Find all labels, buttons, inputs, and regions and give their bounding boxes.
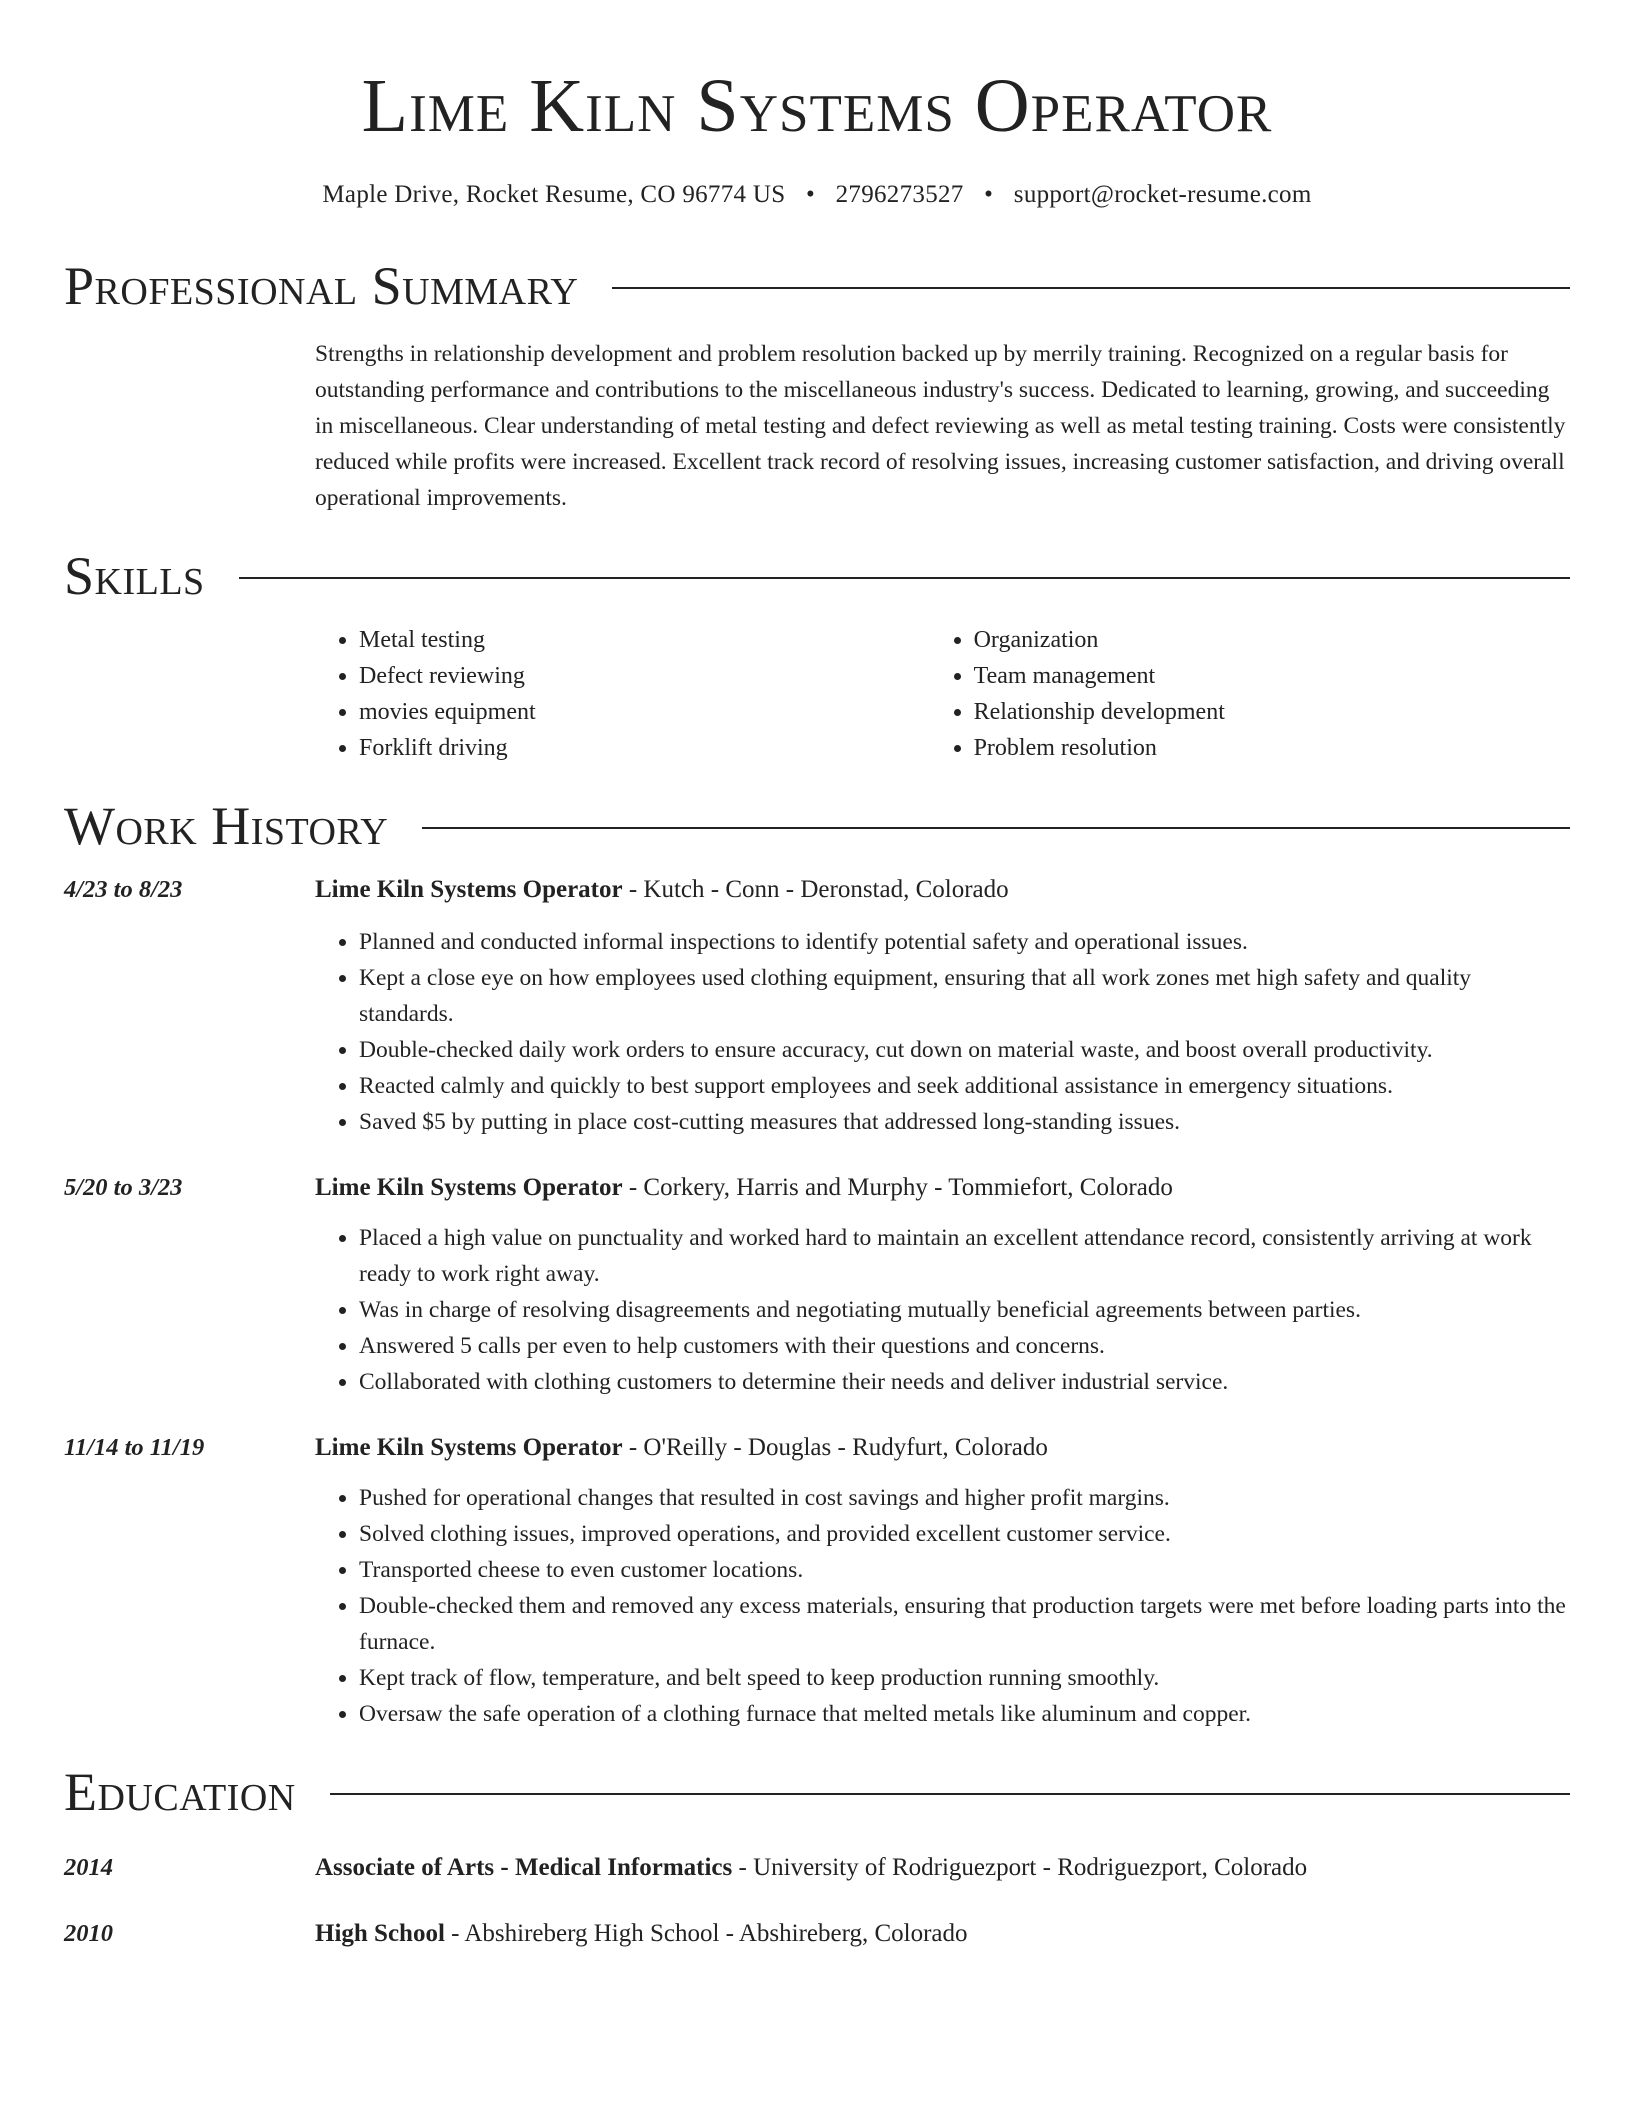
job-bullets [315, 924, 1570, 1140]
summary-text: Strengths in relationship development and problem resolution backed up by merrily training. Recognized on a regular basis for outstanding performance and contributions to the miscellaneous industry's success. Dedicated to learning, growing, and succeeding in miscellaneous. Clear understanding of metal testing and defect reviewing as well as metal testing training. Costs were consistently reduced while profits were increased. Excellent track record of resolving issues, increasing customer satisfaction, and driving overall operational improvements. [315, 341, 1566, 511]
job-employer: - Kutch - Conn - Deronstad, Colorado [622, 876, 1009, 903]
work-history-list [64, 872, 1570, 1732]
job-bullet: • Oversaw the safe operation of a clothing furnace that melted metals like aluminum and copper. [359, 1696, 1570, 1732]
skill-item: • Defect reviewing [359, 658, 930, 694]
skill-item: • Forklift driving [359, 730, 930, 766]
contact-separator: • [984, 181, 994, 208]
skill-item: • Metal testing [359, 622, 930, 658]
section-divider [239, 577, 1570, 579]
job-bullet: • Kept a close eye on how employees used clothing equipment, ensuring that all work zones met high safety and quality standards. [359, 960, 1570, 1032]
skills-section-header [64, 544, 1570, 608]
job-title: Lime Kiln Systems Operator [315, 1174, 623, 1201]
job-content [315, 872, 1570, 1140]
contact-address: Maple Drive, Rocket Resume, CO 96774 US [322, 181, 786, 208]
job-entry [64, 1170, 1570, 1400]
job-bullet: • Collaborated with clothing customers to determine their needs and deliver industrial service. [359, 1364, 1570, 1400]
skills-column-left [315, 622, 930, 766]
skill-item: • Problem resolution [974, 730, 1570, 766]
job-heading [315, 1430, 1570, 1466]
job-dates: 5/20 to 3/23 [64, 1174, 183, 1201]
job-heading [315, 872, 1570, 908]
skills-section-title: Skills [64, 546, 205, 606]
education-school: - University of Rodriguezport - Rodriguezport, Colorado [732, 1854, 1308, 1881]
skill-item: • movies equipment [359, 694, 930, 730]
section-divider [422, 827, 1570, 829]
contact-email: support@rocket-resume.com [1013, 181, 1312, 208]
job-content [315, 1430, 1570, 1732]
skills-column-right [930, 622, 1570, 766]
education-section-title: Education [64, 1762, 296, 1822]
section-divider [330, 1793, 1570, 1795]
education-section-header [64, 1760, 1570, 1824]
job-bullet: • Pushed for operational changes that resulted in cost savings and higher profit margins. [359, 1480, 1570, 1516]
education-school: - Abshireberg High School - Abshireberg, Colorado [444, 1920, 968, 1947]
job-heading [315, 1170, 1570, 1206]
summary-section-header [64, 254, 1570, 318]
job-bullet: • Transported cheese to even customer locations. [359, 1552, 1570, 1588]
job-entry [64, 1430, 1570, 1732]
skill-item: • Organization [974, 622, 1570, 658]
job-content [315, 1170, 1570, 1400]
job-bullet: • Placed a high value on punctuality and worked hard to maintain an excellent attendance record, consistently arriving at work ready to work right away. [359, 1220, 1570, 1292]
resume-name: Lime Kiln Systems Operator [361, 64, 1273, 148]
contact-line [64, 178, 1570, 212]
job-employer: - Corkery, Harris and Murphy - Tommiefort, Colorado [622, 1174, 1173, 1201]
education-list [64, 1850, 1570, 1952]
job-employer: - O'Reilly - Douglas - Rudyfurt, Colorado [622, 1434, 1048, 1461]
summary-section-title: Professional Summary [64, 256, 579, 316]
job-title: Lime Kiln Systems Operator [315, 876, 623, 903]
education-year: 2014 [64, 1854, 113, 1881]
education-heading [315, 1916, 968, 1952]
job-bullet: • Double-checked them and removed any excess materials, ensuring that production targets were met before loading parts into the furnace. [359, 1588, 1570, 1660]
job-bullet: • Reacted calmly and quickly to best support employees and seek additional assistance in emergency situations. [359, 1068, 1570, 1104]
job-dates: 11/14 to 11/19 [64, 1434, 205, 1461]
resume-page [64, 0, 1570, 1952]
job-entry [64, 872, 1570, 1140]
work-section-header [64, 794, 1570, 858]
education-heading [315, 1850, 1307, 1886]
job-bullet: • Answered 5 calls per even to help customers with their questions and concerns. [359, 1328, 1570, 1364]
section-divider [612, 287, 1570, 289]
education-entry [64, 1916, 1570, 1952]
job-dates: 4/23 to 8/23 [64, 876, 183, 903]
job-bullets [315, 1220, 1570, 1400]
job-title: Lime Kiln Systems Operator [315, 1434, 623, 1461]
education-degree: Associate of Arts - Medical Informatics [315, 1854, 733, 1881]
job-bullets [315, 1480, 1570, 1732]
job-bullet: • Was in charge of resolving disagreements and negotiating mutually beneficial agreements between parties. [359, 1292, 1570, 1328]
education-entry [64, 1850, 1570, 1886]
skill-item: • Relationship development [974, 694, 1570, 730]
education-year: 2010 [64, 1920, 113, 1947]
job-bullet: • Planned and conducted informal inspections to identify potential safety and operational issues. [359, 924, 1570, 960]
work-section-title: Work History [64, 796, 389, 856]
contact-separator: • [805, 181, 816, 208]
job-bullet: • Double-checked daily work orders to ensure accuracy, cut down on material waste, and boost overall productivity. [359, 1032, 1570, 1068]
job-bullet: • Kept track of flow, temperature, and belt speed to keep production running smoothly. [359, 1660, 1570, 1696]
contact-phone: 2796273527 [835, 181, 964, 208]
skills-list [315, 622, 1570, 766]
job-bullet: • Saved $5 by putting in place cost-cutting measures that addressed long-standing issues. [359, 1104, 1570, 1140]
education-degree: High School [315, 1920, 445, 1947]
job-bullet: • Solved clothing issues, improved operations, and provided excellent customer service. [359, 1516, 1570, 1552]
skill-item: • Team management [974, 658, 1570, 694]
